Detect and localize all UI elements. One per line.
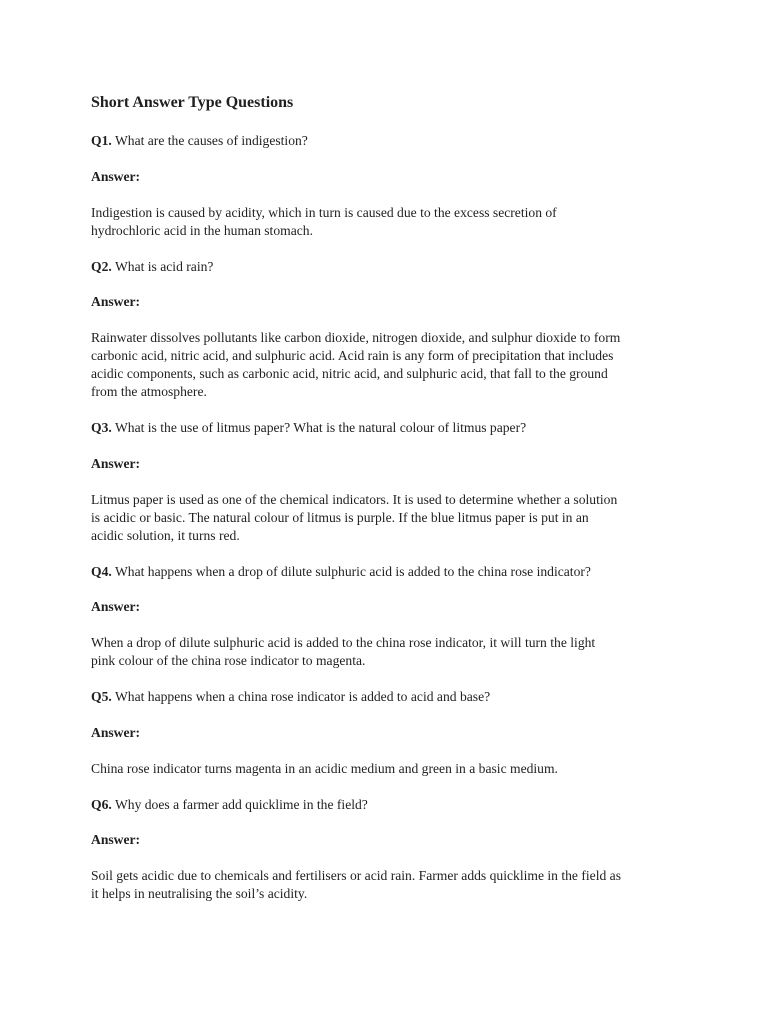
page-title: Short Answer Type Questions bbox=[91, 94, 294, 111]
answer-6 bbox=[91, 867, 691, 903]
question-text: What is the use of litmus paper? What is the natural colour of litmus paper? bbox=[114, 420, 527, 435]
answer-line: acidic components, such as carbonic acid, nitric acid, and sulphuric acid, that fall to the ground bbox=[91, 366, 608, 381]
question-number: Q4. bbox=[91, 564, 112, 579]
answer-line: China rose indicator turns magenta in an acidic medium and green in a basic medium. bbox=[91, 761, 558, 776]
question-number: Q2. bbox=[91, 259, 112, 274]
question-text: What are the causes of indigestion? bbox=[114, 133, 308, 148]
answer-line: hydrochloric acid in the human stomach. bbox=[91, 223, 313, 238]
answer-line: it helps in neutralising the soil’s acidity. bbox=[91, 886, 308, 901]
answer-label: Answer: bbox=[91, 599, 141, 614]
answer-5 bbox=[91, 760, 691, 778]
answer-label: Answer: bbox=[91, 294, 141, 309]
answer-line: pink colour of the china rose indicator to magenta. bbox=[91, 653, 366, 668]
question-text: What is acid rain? bbox=[114, 259, 214, 274]
question-6 bbox=[91, 796, 691, 814]
question-number: Q6. bbox=[91, 797, 112, 812]
answer-2 bbox=[91, 329, 691, 401]
question-5 bbox=[91, 688, 691, 706]
answer-line: Rainwater dissolves pollutants like carbon dioxide, nitrogen dioxide, and sulphur dioxide to form bbox=[91, 330, 621, 345]
question-text: What happens when a china rose indicator is added to acid and base? bbox=[114, 689, 491, 704]
answer-line: from the atmosphere. bbox=[91, 384, 207, 399]
question-text: Why does a farmer add quicklime in the field? bbox=[114, 797, 368, 812]
answer-line: When a drop of dilute sulphuric acid is added to the china rose indicator, it will turn the light bbox=[91, 635, 596, 650]
answer-1 bbox=[91, 204, 691, 240]
question-number: Q5. bbox=[91, 689, 112, 704]
answer-4 bbox=[91, 634, 691, 670]
question-2 bbox=[91, 258, 691, 276]
question-1 bbox=[91, 132, 691, 150]
answer-line: Litmus paper is used as one of the chemical indicators. It is used to determine whether a solution bbox=[91, 492, 618, 507]
answer-line: Soil gets acidic due to chemicals and fertilisers or acid rain. Farmer adds quicklime in the field as bbox=[91, 868, 621, 883]
answer-label: Answer: bbox=[91, 832, 141, 847]
answer-label: Answer: bbox=[91, 456, 141, 471]
answer-line: Indigestion is caused by acidity, which in turn is caused due to the excess secretion of bbox=[91, 205, 557, 220]
answer-label: Answer: bbox=[91, 169, 141, 184]
question-text: What happens when a drop of dilute sulphuric acid is added to the china rose indicator? bbox=[114, 564, 591, 579]
question-number: Q1. bbox=[91, 133, 112, 148]
answer-3 bbox=[91, 491, 691, 545]
answer-line: acidic solution, it turns red. bbox=[91, 528, 240, 543]
question-4 bbox=[91, 563, 691, 581]
answer-line: is acidic or basic. The natural colour of litmus is purple. If the blue litmus paper is put in an bbox=[91, 510, 589, 525]
question-number: Q3. bbox=[91, 420, 112, 435]
answer-label: Answer: bbox=[91, 725, 141, 740]
question-3 bbox=[91, 419, 691, 437]
answer-line: carbonic acid, nitric acid, and sulphuric acid. Acid rain is any form of precipitation that includes bbox=[91, 348, 614, 363]
